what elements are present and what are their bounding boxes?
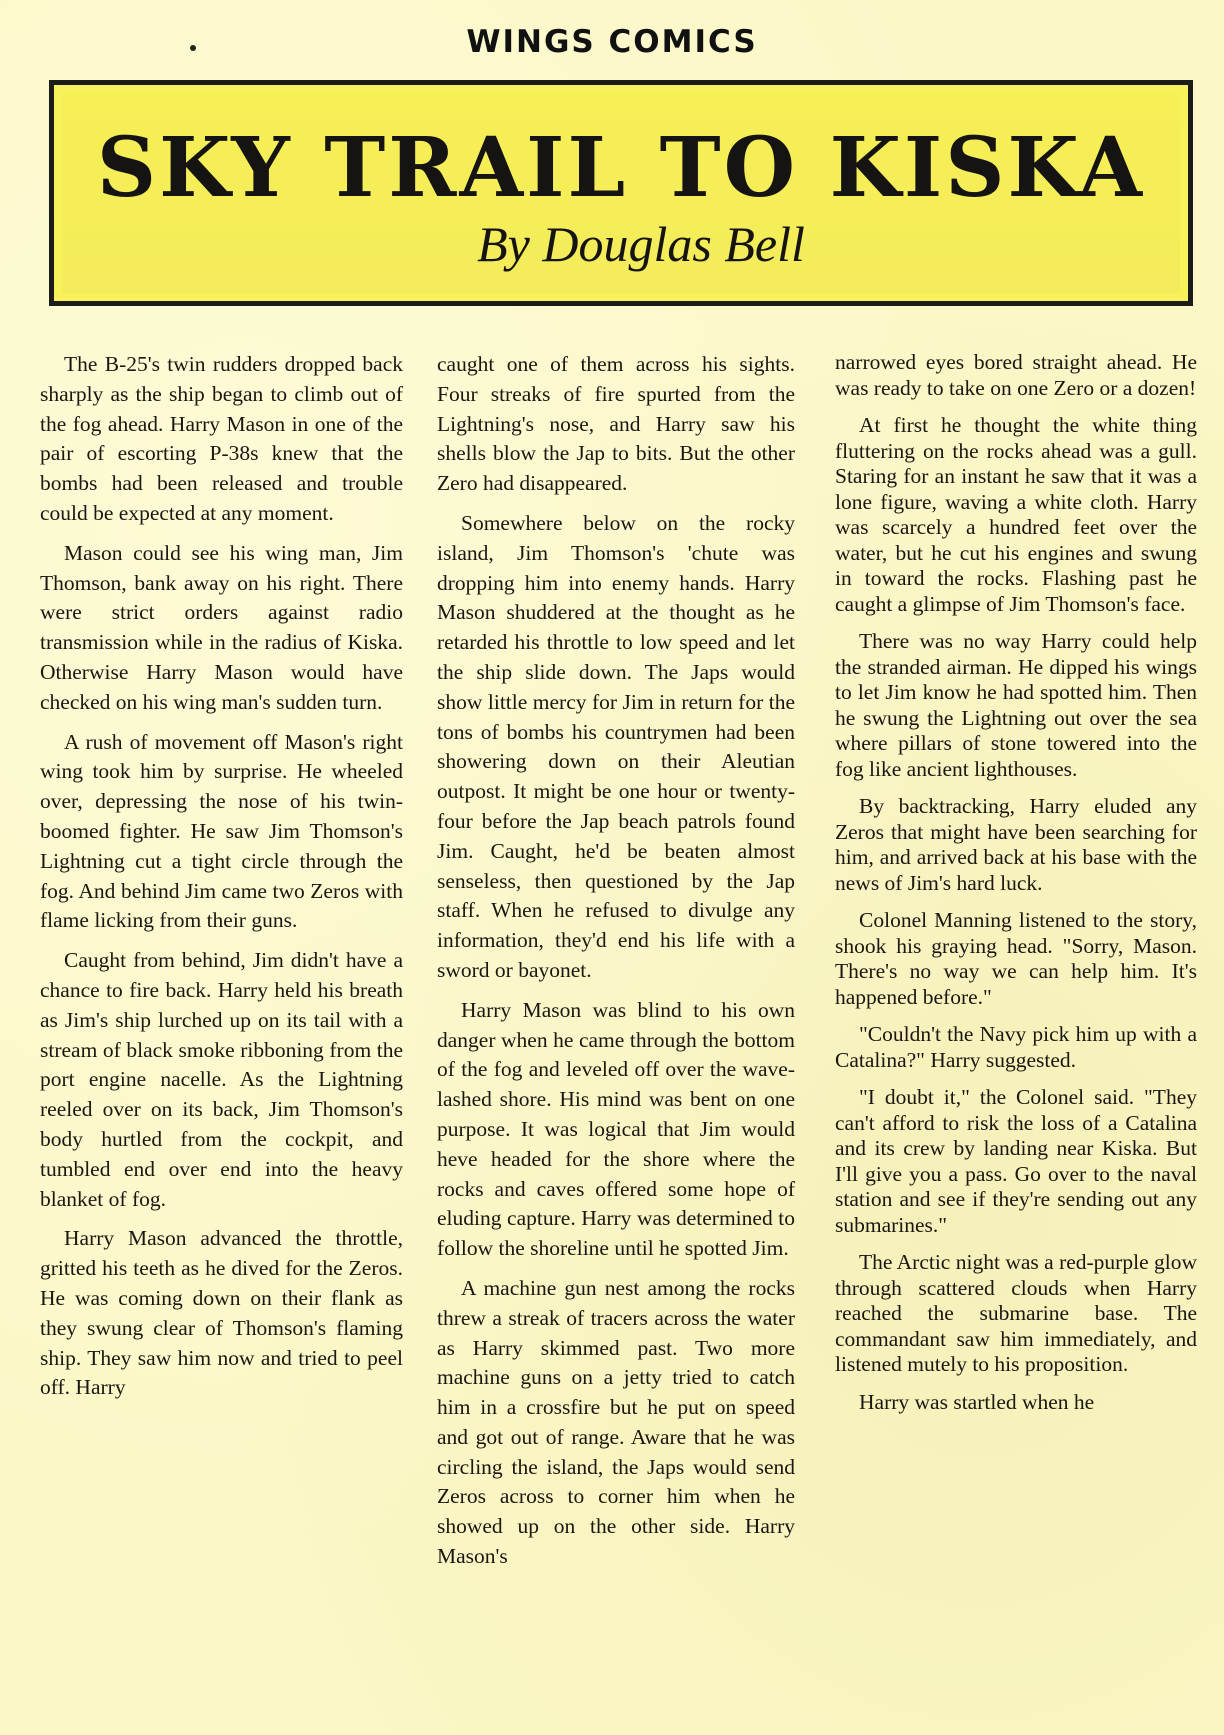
paragraph: caught one of them across his sights. Four streaks of fire spurted from the Lightning's nose, and Harry saw his shells blow the Jap to bits. But the other Zero had disappeared. [437,352,795,496]
text-column-2 [437,350,795,1582]
paragraph: Harry was startled when he [859,1389,1095,1414]
text-column-3 [835,350,1197,1427]
paragraph: Somewhere below on the rocky island, Jim Thomson's 'chute was dropping him into enemy hands. Harry Mason shuddered at the thought as he retarded his throttle to low speed and let the ship slide down. The Japs would show little mercy for Jim in return for the tons of bombs his countrymen had been showering down on their Aleutian outpost. It might be one hour or twenty-four before the Jap beach patrols found Jim. Caught, he'd be beaten almost senseless, then questioned by the Jap staff. When he refused to divulge any information, they'd end his life with a sword or bayonet. [437,510,795,982]
paragraph: Harry Mason advanced the throttle, gritted his teeth as he dived for the Zeros. He was coming down on their flank as they swung clear of Thomson's flaming ship. They saw him now and tried to peel off. Harry [40,1226,403,1400]
paragraph: A rush of movement off Mason's right wing took him by surprise. He wheeled over, depressing the nose of his twin-boomed fighter. He saw Jim Thomson's Lightning cut a tight circle through the fog. And behind Jim came two Zeros with flame licking from their guns. [40,729,403,933]
paragraph: The B-25's twin rudders dropped back sharply as the ship began to climb out of the fog ahead. Harry Mason in one of the pair of escorting P-38s knew that the bombs had been released and trouble could be expected at any moment. [40,352,403,525]
paragraph: narrowed eyes bored straight ahead. He was ready to take on one Zero or a dozen! [835,350,1197,400]
paragraph: Caught from behind, Jim didn't have a chance to fire back. Harry held his breath as Jim's ship lurched up on its tail with a stream of black smoke ribboning from the port engine nacelle. As the Lightning reeled over on its back, Jim Thomson's body hurtled from the cockpit, and tumbled end over end into the heavy blanket of fog. [40,948,403,1211]
paragraph: A machine gun nest among the rocks threw a streak of tracers across the water as Harry skimmed past. Two more machine guns on a jetty tried to catch him in a crossfire but he put on speed and got out of range. Aware that he was circling the island, the Japs would send Zeros across to corner him when he showed up on the other side. Harry Mason's [437,1275,795,1569]
paragraph: Harry Mason was blind to his own danger when he came through the bottom of the fog and leveled off over the wave-lashed shore. His mind was bent on one purpose. It was logical that Jim would heve headed for the shore where the rocks and caves offered some hope of eluding capture. Harry was determined to follow the shoreline until he spotted Jim. [437,997,795,1261]
paragraph: Colonel Manning listened to the story, shook his graying head. "Sorry, Mason. There's no way we can help him. It's happened before." [835,908,1197,1009]
paragraph: There was no way Harry could help the stranded airman. He dipped his wings to let Jim know he had spotted him. Then he swung the Lightning out over the sea where pillars of stone towered into the fog like ancient lighthouses. [835,629,1197,781]
paragraph: The Arctic night was a red-purple glow through scattered clouds when Harry reached the submarine base. The commandant saw him immediately, and listened mutely to his proposition. [835,1250,1197,1376]
magazine-title: WINGS COMICS [466,24,758,60]
story-byline: By Douglas Bell [477,216,805,272]
story-title: SKY TRAIL TO KISKA [96,120,1146,216]
paragraph: "Couldn't the Navy pick him up with a Catalina?" Harry suggested. [835,1022,1197,1072]
text-column-1 [40,350,403,1413]
paragraph: At first he thought the white thing fluttering on the rocks ahead was a gull. Staring for an instant he saw that it was a lone figure, waving a white cloth. Harry was scarcely a hundred feet over the water, but he cut his engines and swung in toward the rocks. Flashing past he caught a glimpse of Jim Thomson's face. [835,413,1197,616]
paragraph: By backtracking, Harry eluded any Zeros that might have been searching for him, and arrived back at his base with the news of Jim's hard luck. [835,794,1197,895]
paragraph: Mason could see his wing man, Jim Thomson, bank away on his right. There were strict orders against radio transmission while in the radius of Kiska. Otherwise Harry Mason would have checked on his wing man's sudden turn. [40,540,403,714]
paragraph: "I doubt it," the Colonel said. "They can't afford to risk the loss of a Catalina and its crew by landing near Kiska. But I'll give you a pass. Go over to the naval station and see if they're sending out any submarines." [835,1085,1197,1237]
